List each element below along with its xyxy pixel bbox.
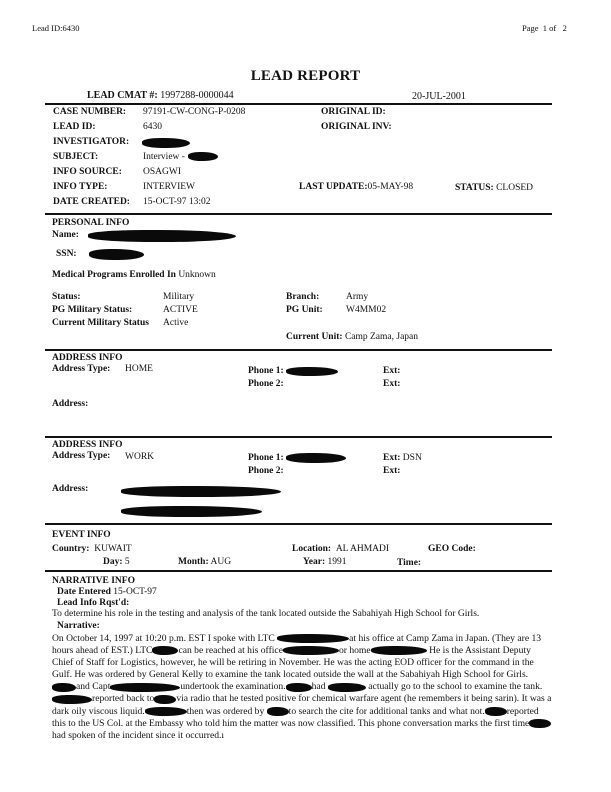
divider (45, 523, 552, 525)
narrative-segment: or home (338, 645, 371, 657)
narrative-segment: can be reached at his office (178, 645, 283, 657)
work-ext1-label: Ext: (383, 453, 401, 463)
work-ext1-value: DSN (402, 453, 422, 463)
narrative-segment: On October 14, 1997 at 10:20 p.m. EST I spoke with LTC (52, 633, 278, 644)
investigator-label: INVESTIGATOR: (53, 137, 130, 147)
lead-info-label: Lead Info Rqst'd: (57, 598, 130, 608)
last-update-value: 05-MAY-98 (367, 182, 414, 192)
lead-info-text: To determine his role in the testing and analysis of the tank located outside the Sabahiyah High School for Girls. (52, 609, 480, 619)
divider (45, 213, 552, 215)
lead-id-header: Lead ID:6430 (32, 23, 80, 33)
year-label: Year: (303, 557, 326, 567)
home-address-label: Address: (52, 399, 89, 409)
work-ext1 (383, 453, 422, 464)
pg-military-status-label: PG Military Status: (52, 305, 133, 315)
redaction (110, 683, 180, 692)
page-title: LEAD REPORT (250, 68, 361, 84)
page-current: 1 (542, 23, 548, 33)
medical-label: Medical Programs Enrolled In (52, 270, 176, 280)
current-unit-label: Current Unit: (286, 332, 343, 342)
pg-unit-label: PG Unit: (286, 305, 323, 315)
address-home-type-label: Address Type: (52, 364, 111, 374)
page-of: of (549, 23, 557, 33)
current-unit (286, 332, 418, 343)
cmat-line (87, 90, 234, 102)
current-military-status-label: Current Military Status (52, 318, 149, 328)
home-ext2-label: Ext: (383, 379, 401, 389)
work-phone2-label: Phone 2: (248, 466, 284, 476)
original-inv-label: ORIGINAL INV: (321, 122, 392, 132)
narrative-segment: had spoken of the incident since it occurred.ı (52, 729, 225, 741)
info-source-label: INFO SOURCE: (53, 167, 122, 177)
narrative-segment: at his office at Camp Zama in Japan. (They are 13 hours ahead of EST.) LTC (52, 633, 542, 657)
date-entered-label: Date Entered (57, 587, 111, 597)
page-label: Page (522, 23, 539, 33)
info-type-label: INFO TYPE: (53, 182, 108, 192)
event-info-heading: EVENT INFO (52, 530, 111, 540)
narrative-segment: via radio that he tested positive for chemical warfare agent (he remembers it being sarin). It was a dark oily viscous liquid. (52, 693, 552, 717)
subject-label: SUBJECT: (53, 152, 99, 162)
medical-value: Unknown (178, 270, 216, 280)
month-value: AUG (210, 557, 232, 567)
redaction (277, 634, 349, 643)
ssn-redaction (89, 249, 144, 260)
year (303, 557, 347, 568)
lead-id-label: LEAD ID: (53, 122, 96, 132)
work-phone1-label: Phone 1: (248, 453, 284, 463)
narrative-segment: reported this to the US Col. at the Embassy who told him the matter was now classified. This phone conversation marks the first time (52, 705, 539, 729)
report-date: 20-JUL-2001 (412, 91, 466, 102)
redaction (154, 695, 176, 704)
status (455, 183, 533, 194)
redaction (485, 707, 507, 716)
month-label: Month: (178, 557, 209, 567)
status-label: STATUS: (455, 183, 494, 193)
home-phone2-label: Phone 2: (248, 379, 284, 389)
location (292, 544, 389, 555)
original-id-label: ORIGINAL ID: (321, 107, 386, 117)
work-address-line1-redaction (121, 486, 281, 497)
work-phone1-redaction (286, 453, 346, 463)
cmat-value: 1997288-0000044 (160, 90, 234, 101)
narrative-segment: reported back to (92, 693, 155, 705)
pg-military-status-value: ACTIVE (163, 305, 198, 315)
branch-value: Army (346, 292, 369, 302)
divider (45, 570, 552, 572)
info-source-value: OSAGWI (143, 167, 181, 177)
current-unit-value: Camp Zama, Japan (344, 332, 419, 342)
name-redaction (88, 230, 236, 242)
narrative-segment: actually go to the school to examine the tank. (368, 681, 543, 693)
year-value: 1991 (327, 557, 347, 567)
narrative-segment: then was ordered by (186, 705, 267, 717)
home-ext1-label: Ext: (383, 366, 401, 376)
narrative-text (52, 633, 552, 742)
ssn-label: SSN: (56, 249, 77, 259)
narrative-segment: to search the cite for additional tanks and what not. (288, 705, 485, 717)
divider (45, 103, 552, 105)
subject-value: Interview - (143, 152, 185, 162)
geo-code-label: GEO Code: (428, 544, 476, 554)
branch-label: Branch: (286, 292, 320, 302)
redaction (371, 646, 427, 655)
investigator-redaction (142, 138, 190, 148)
personal-info-heading: PERSONAL INFO (52, 218, 130, 228)
divider (45, 349, 552, 351)
address-home-heading: ADDRESS INFO (52, 353, 123, 363)
info-type-value: INTERVIEW (143, 182, 195, 192)
address-work-type-value: WORK (125, 452, 155, 462)
redaction (52, 695, 92, 704)
narrative-label: Narrative: (57, 621, 100, 631)
work-ext2-label: Ext: (383, 466, 401, 476)
subject-redaction (188, 152, 218, 161)
date-created-value: 15-OCT-97 13:02 (143, 197, 211, 207)
last-update (299, 182, 413, 193)
divider (45, 436, 552, 438)
redaction (286, 683, 312, 692)
time-label: Time: (397, 558, 422, 568)
redaction (152, 646, 178, 655)
location-label: Location: (292, 544, 332, 554)
address-home-type-value: HOME (125, 364, 153, 374)
date-entered-value: 15-OCT-97 (113, 587, 157, 597)
redaction (267, 707, 289, 716)
redaction (145, 707, 187, 716)
page-indicator (522, 23, 567, 33)
narrative-segment: He is the Assistant Deputy Chief of Staff for Logistics, however, he will be retiring in November. He was the acting EOD officer for the command in the Gulf. He was ordered by General Kelly to examine the tank located outside the wall at the Sabahiyah High School for Girls. (52, 645, 534, 681)
country-label: Country: (52, 544, 90, 554)
redaction (283, 646, 339, 655)
narrative-segment: undertook the examination. (180, 681, 286, 693)
work-address-label: Address: (52, 484, 89, 494)
day (103, 557, 130, 568)
redaction (529, 719, 551, 728)
current-military-status-value: Active (163, 318, 189, 328)
narrative-info-heading: NARRATIVE INFO (52, 576, 135, 586)
status-value: CLOSED (496, 183, 534, 193)
pg-unit-value: W4MM02 (346, 305, 387, 315)
day-label: Day: (103, 557, 123, 567)
date-entered (57, 587, 157, 598)
case-number-value: 97191-CW-CONG-P-0208 (143, 107, 246, 117)
case-number-label: CASE NUMBER: (53, 107, 127, 117)
narrative-segment: had (311, 681, 328, 693)
cmat-label: LEAD CMAT #: (87, 90, 158, 101)
country (52, 544, 132, 555)
last-update-label: LAST UPDATE: (299, 182, 368, 192)
name-label: Name: (52, 230, 79, 240)
status-label: Status: (52, 292, 81, 302)
address-work-type-label: Address Type: (52, 451, 111, 461)
home-phone1-label: Phone 1: (248, 366, 284, 376)
country-value: KUWAIT (94, 544, 132, 554)
location-value: AL AHMADI (335, 544, 390, 554)
home-phone1-redaction (286, 367, 338, 376)
day-value: 5 (124, 557, 130, 567)
month (178, 557, 231, 568)
page-total: 2 (562, 23, 567, 33)
narrative-segment: and Capt (76, 681, 111, 693)
date-created-label: DATE CREATED: (53, 197, 130, 207)
medical-programs (52, 270, 216, 281)
redaction (328, 683, 366, 692)
lead-id-value: 6430 (143, 122, 162, 132)
status-value: Military (163, 292, 195, 302)
work-address-line2-redaction (121, 506, 262, 517)
redaction (52, 683, 76, 692)
address-work-heading: ADDRESS INFO (52, 440, 123, 450)
